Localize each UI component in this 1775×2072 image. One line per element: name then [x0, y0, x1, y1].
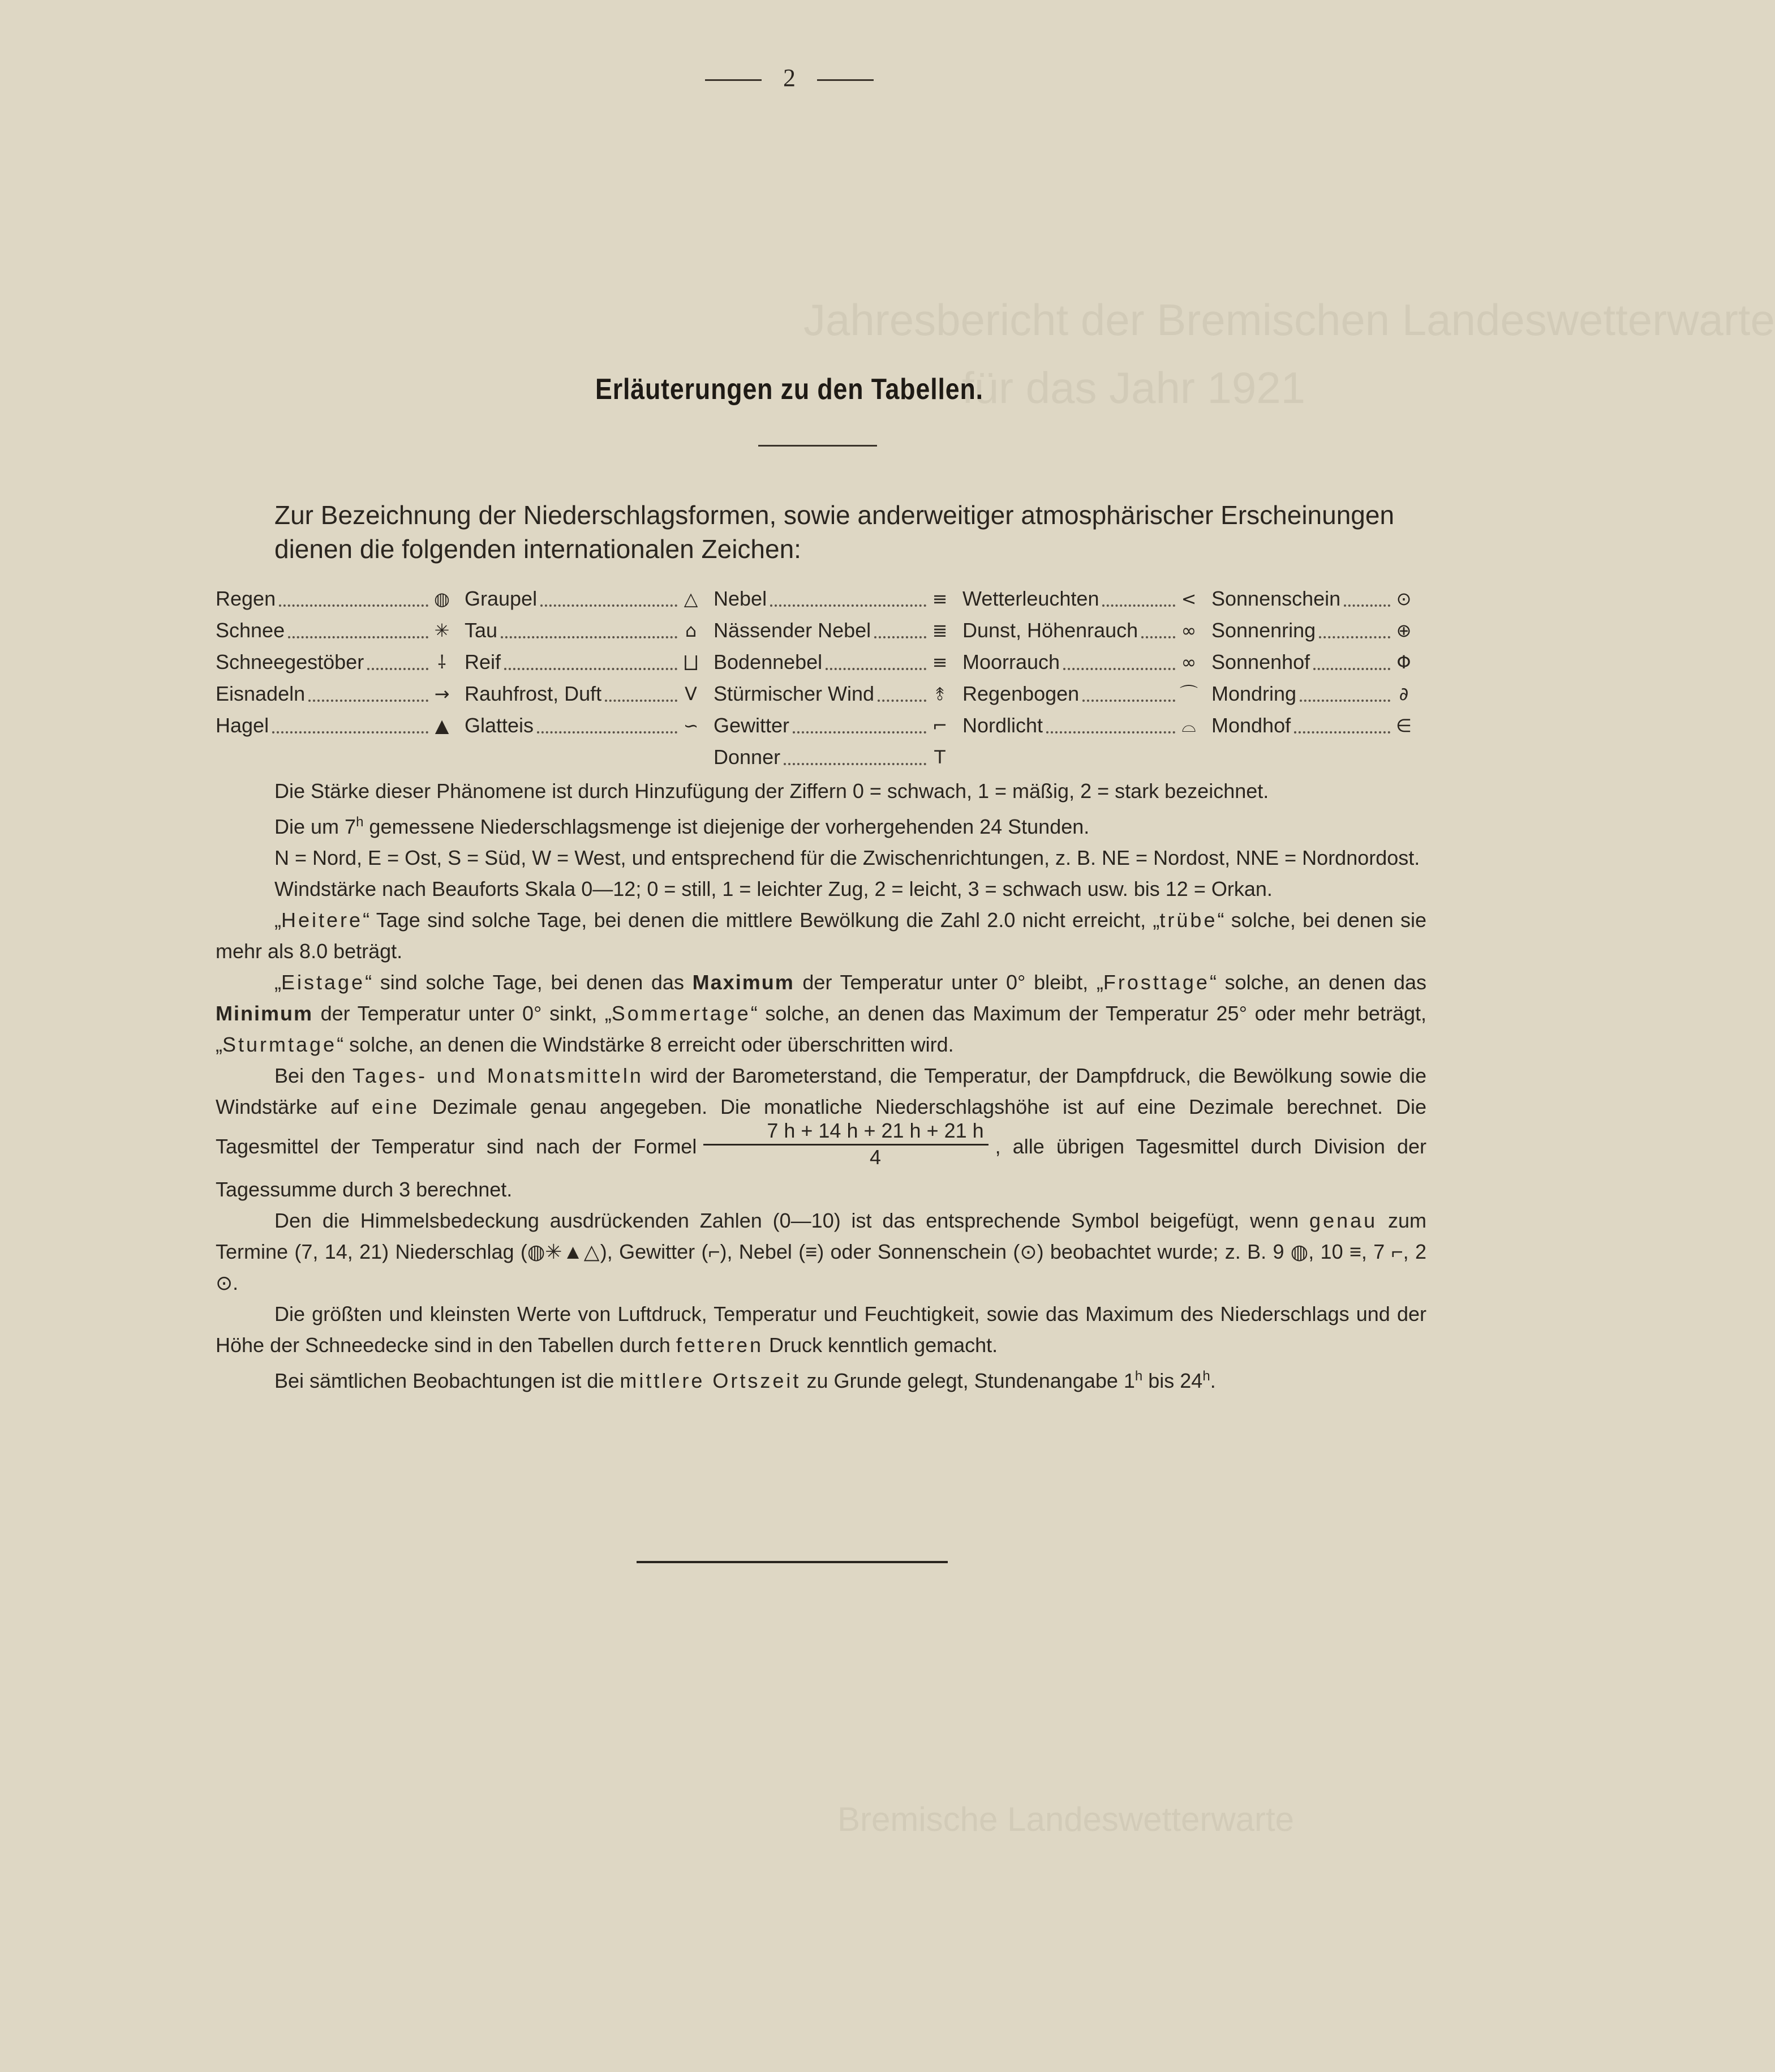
legend-entry: [465, 646, 714, 678]
legend-label: Regen: [216, 587, 276, 610]
weather-symbol-icon: ≡: [932, 588, 948, 610]
legend-label: Rauhfrost, Duft: [465, 682, 602, 705]
leader-dots: [1063, 668, 1175, 670]
legend-column: [714, 583, 962, 773]
legend-label: Sonnenring: [1211, 619, 1316, 642]
leader-dots: [1141, 636, 1175, 638]
leader-dots: [605, 700, 677, 702]
legend-entry: [962, 710, 1211, 741]
legend-entry: [714, 583, 962, 615]
legend-entry: [962, 615, 1211, 646]
legend-entry: [1211, 615, 1426, 646]
legend-label: Wetterleuchten: [962, 587, 1099, 610]
weather-symbol-icon: ⸸: [437, 651, 446, 673]
weather-symbol-icon: ≣: [932, 620, 948, 641]
legend-entry: [714, 741, 962, 773]
weather-symbol-icon: ∞: [1181, 620, 1197, 641]
weather-symbol-icon: Φ: [1396, 651, 1411, 673]
temperature-formula: $\frac{7 h + 14 h + 21 h + 21 h}{4}$: [703, 1118, 988, 1169]
paragraph-time: Bei sämtlichen Beobachtungen ist die mittlere Ortszeit zu Grunde gelegt, Stundenangabe 1$^h$ bis 24$^h$.: [274, 1369, 1216, 1392]
leader-dots: [1082, 700, 1175, 702]
legend-label: Stürmischer Wind: [714, 682, 875, 705]
legend-label: Mondhof: [1211, 714, 1291, 737]
leader-dots: [1319, 636, 1390, 638]
bleed-through-heading: Jahresbericht der Bremischen Landeswetterwarte: [803, 295, 1775, 345]
legend-label: Nebel: [714, 587, 767, 610]
leader-dots: [770, 604, 926, 607]
paragraph-directions: N = Nord, E = Ost, S = Süd, W = West, und entsprechend für die Zwischenrichtungen, z. B. NE = Nordost, NNE = Nordnordost.: [274, 846, 1420, 869]
weather-symbol-icon: ⨆: [684, 651, 698, 673]
legend-entry: [714, 646, 962, 678]
legend-entry: [1211, 583, 1426, 615]
legend-label: Dunst, Höhenrauch: [962, 619, 1138, 642]
leader-dots: [1313, 668, 1390, 670]
legend-entry: [216, 646, 465, 678]
leader-dots: [793, 731, 926, 733]
weather-symbol-icon: ∈: [1396, 715, 1412, 736]
weather-symbol-icon: ⌐: [932, 715, 948, 736]
weather-symbol-icon: ▲: [435, 715, 449, 736]
legend-label: Gewitter: [714, 714, 790, 737]
legend-entry: [465, 710, 714, 741]
leader-dots: [878, 700, 926, 702]
legend-column: [962, 583, 1211, 773]
page-title: Erläuterungen zu den Tabellen.: [595, 373, 983, 406]
leader-dots: [537, 731, 677, 733]
weather-symbol-icon: →: [434, 683, 450, 705]
legend-label: Hagel: [216, 714, 269, 737]
legend-label: Nordlicht: [962, 714, 1043, 737]
legend-entry: [962, 583, 1211, 615]
symbol-legend: [216, 583, 1426, 773]
weather-symbol-icon: ∞: [1181, 651, 1197, 673]
paragraph-strength: Die Stärke dieser Phänomene ist durch Hinzufügung der Ziffern 0 = schwach, 1 = mäßig, 2 = stark bezeichnet.: [274, 779, 1269, 803]
leader-dots: [1300, 700, 1390, 702]
legend-entry: [962, 646, 1211, 678]
paragraph-means: Bei den Tages- und Monatsmitteln wird der Barometerstand, die Temperatur, der Dampfdruck, die Bewölkung sowie die Windstärke auf eine Dezimale genau angegeben. Die monatliche Niederschlagshöhe ist auf eine Dezimale berechnet. Die Tagesmittel der Temperatur sind nach der Formel $\frac{7 h + 14 h + 21 h + 21 h}{4}$ , alle übrigen Tagesmittel durch Division der Tagessumme durch 3 berechnet.: [216, 1064, 1426, 1201]
leader-dots: [1294, 731, 1390, 733]
legend-entry: [1211, 646, 1426, 678]
legend-label: Tau: [465, 619, 498, 642]
legend-entry: [465, 678, 714, 710]
weather-symbol-icon: ⌒: [1179, 683, 1198, 705]
leader-dots: [279, 604, 428, 607]
leader-dots: [826, 668, 926, 670]
weather-symbol-icon: ⌓: [1181, 715, 1196, 736]
legend-entry: [216, 615, 465, 646]
weather-symbol-icon: <: [1181, 588, 1197, 610]
leader-dots: [540, 604, 677, 607]
weather-symbol-icon: ∂: [1399, 683, 1409, 705]
weather-symbol-icon: △: [684, 588, 698, 610]
legend-column: [465, 583, 714, 773]
title-divider: [758, 445, 877, 447]
weather-symbol-icon: T: [934, 747, 945, 768]
leader-dots: [874, 636, 926, 638]
weather-symbol-icon: V: [685, 683, 697, 705]
leader-dots: [367, 668, 428, 670]
legend-entry: [465, 615, 714, 646]
legend-label: Regenbogen: [962, 682, 1080, 705]
legend-entry: [714, 615, 962, 646]
weather-symbol-icon: ✳: [434, 620, 450, 641]
bleed-through-sign: Bremische Landeswetterwarte: [837, 1800, 1295, 1838]
legend-entry: [714, 678, 962, 710]
bleed-through-heading-2: für das Jahr 1921: [962, 363, 1306, 413]
legend-label: Schneegestöber: [216, 650, 364, 673]
legend-label: Donner: [714, 745, 781, 769]
legend-entry: [216, 583, 465, 615]
weather-symbol-icon: ⥉: [935, 683, 944, 705]
paragraph-sky-cover: Den die Himmelsbedeckung ausdrückenden Zahlen (0—10) ist das entsprechende Symbol beigefügt, wenn genau zum Termine (7, 14, 21) Niederschlag (◍✳▲△), Gewitter (⌐), Nebel (≡) oder Sonnenschein (⊙) beobachtet wurde; z. B. 9 ◍, 10 ≡, 7 ⌐, 2 ⊙.: [216, 1209, 1427, 1294]
leader-dots: [1344, 604, 1390, 607]
weather-symbol-icon: ⊕: [1396, 620, 1412, 641]
paragraph-cloudiness: „Heitere“ Tage sind solche Tage, bei denen die mittlere Bewölkung die Zahl 2.0 nicht erreicht, „trübe“ solche, bei denen sie mehr als 8.0 beträgt.: [216, 908, 1426, 963]
legend-label: Bodennebel: [714, 650, 823, 673]
paragraph-wind: Windstärke nach Beauforts Skala 0—12; 0 = still, 1 = leichter Zug, 2 = leicht, 3 = schwach usw. bis 12 = Orkan.: [274, 877, 1273, 900]
weather-symbol-icon: ⊙: [1396, 588, 1412, 610]
legend-entry: [216, 678, 465, 710]
weather-symbol-icon: ≡: [932, 651, 948, 673]
leader-dots: [1046, 731, 1175, 733]
legend-label: Mondring: [1211, 682, 1297, 705]
page-number: 2: [0, 63, 1579, 92]
weather-symbol-icon: ◍: [434, 588, 450, 610]
closing-divider: [637, 1561, 948, 1563]
leader-dots: [504, 668, 677, 670]
legend-entry: [962, 678, 1211, 710]
legend-label: Nässender Nebel: [714, 619, 871, 642]
paragraph-precipitation: Die um 7$^h$ gemessene Niederschlagsmenge ist diejenige der vorhergehenden 24 Stunden.: [274, 814, 1090, 838]
legend-label: Sonnenschein: [1211, 587, 1341, 610]
leader-dots: [1102, 604, 1175, 607]
leader-dots: [308, 700, 428, 702]
paragraph-extremes: Die größten und kleinsten Werte von Luftdruck, Temperatur und Feuchtigkeit, sowie das Maximum des Niederschlags und der Höhe der Schneedecke sind in den Tabellen durch fetteren Druck kenntlich gemacht.: [216, 1302, 1426, 1357]
paragraph-day-types: „Eistage“ sind solche Tage, bei denen das Maximum der Temperatur unter 0° bleibt, „Frosttage“ solche, an denen das Minimum der Temperatur unter 0° sinkt, „Sommertage“ solche, an denen das Maximum der Temperatur 25° oder mehr beträgt, „Sturmtage“ solche, an denen die Windstärke 8 erreicht oder überschritten wird.: [216, 971, 1426, 1056]
legend-entry: [714, 710, 962, 741]
leader-dots: [272, 731, 428, 733]
explanations-body: [216, 775, 1426, 1396]
legend-label: Moorrauch: [962, 650, 1060, 673]
intro-paragraph: Zur Bezeichnung der Niederschlagsformen, sowie anderweitiger atmosphärischer Erscheinungen dienen die folgenden internationalen Zeichen:: [274, 500, 1395, 564]
legend-entry: [216, 710, 465, 741]
legend-label: Schnee: [216, 619, 285, 642]
legend-entry: [1211, 678, 1426, 710]
legend-label: Reif: [465, 650, 501, 673]
legend-label: Eisnadeln: [216, 682, 306, 705]
legend-entry: [465, 583, 714, 615]
legend-label: Sonnenhof: [1211, 650, 1310, 673]
weather-symbol-icon: ∽: [683, 715, 699, 736]
legend-label: Glatteis: [465, 714, 534, 737]
legend-entry: [1211, 710, 1426, 741]
leader-dots: [288, 636, 428, 638]
weather-symbol-icon: ⌂: [685, 620, 697, 641]
legend-column: [1211, 583, 1426, 773]
leader-dots: [784, 763, 926, 765]
leader-dots: [501, 636, 677, 638]
legend-label: Graupel: [465, 587, 538, 610]
legend-column: [216, 583, 465, 773]
